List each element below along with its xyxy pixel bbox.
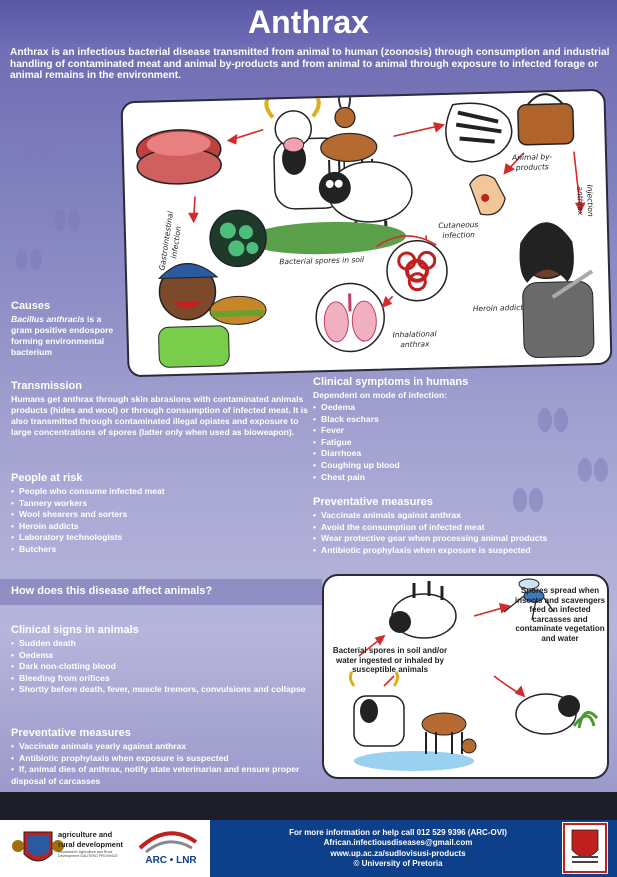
lungs-icon [315, 283, 385, 353]
list-item: • Butchers [11, 544, 311, 556]
page-title: Anthrax [248, 4, 369, 40]
list-item: • Vaccinate animals yearly against anthrax [11, 741, 311, 753]
label-cutaneous: Cutaneous infection [438, 220, 479, 240]
list-item: • Diarrhoea [313, 448, 603, 460]
copyright: © University of Pretoria [353, 859, 443, 869]
list-item: • Antibiotic prophylaxis when exposure is suspected [313, 545, 613, 557]
list-item: • Tannery workers [11, 498, 311, 510]
clinical-humans-intro: Dependent on mode of infection: [313, 390, 448, 400]
preventative-humans-heading: Preventative measures [313, 496, 433, 508]
people-at-risk-heading: People at risk [11, 472, 83, 484]
clinical-animals-heading: Clinical signs in animals [11, 624, 139, 636]
zebra-hide-icon [445, 102, 512, 162]
list-item: • Wool shearers and sorters [11, 509, 311, 521]
contact-website[interactable]: www.up.ac.za/sudlovisusi-products [330, 848, 466, 858]
label-heroin-addict: Heroin addict [472, 302, 524, 314]
list-item: • Laboratory technologists [11, 532, 311, 544]
footer-dark-band [0, 792, 617, 820]
list-item: • Chest pain [313, 472, 603, 484]
list-item: • If, animal dies of anthrax, notify state veterinarian and ensure proper disposal of carcasses [11, 764, 311, 787]
list-item: • Oedema [313, 402, 603, 414]
list-item: • Fever [313, 425, 603, 437]
contact-email[interactable]: African.infectiousdiseases@gmail.com [323, 838, 473, 848]
contact-info [248, 828, 548, 870]
list-item: • Shortly before death, fever, muscle tremors, convulsions and collapse [11, 684, 311, 696]
list-item: • Sudden death [11, 638, 311, 650]
preventative-animals-heading: Preventative measures [11, 727, 131, 739]
clinical-humans-heading: Clinical symptoms in humans [313, 376, 469, 388]
list-item: • Bleeding from orifices [11, 673, 311, 685]
preventative-animals-list [11, 741, 311, 787]
causes-heading: Causes [11, 300, 51, 312]
contact-phone: For more information or help call 012 529 9396 (ARC-OVI) [289, 828, 507, 837]
animals-question: How does this disease affect animals? [11, 585, 213, 597]
intro-text: Anthrax is an infectious bacterial disease transmitted from animal to human (zoonosis) through consumption and industrial handling of contaminated meat and animal by-products and from animal to animal through exposure to infected forage or animal remains in the environment. [10, 47, 610, 81]
logo-dept-name: agriculture and rural development [58, 830, 124, 849]
list-item: • Coughing up blood [313, 460, 603, 472]
label-spores-in-soil: Bacterial spores in soil [279, 255, 365, 267]
list-item: • People who consume infected meat [11, 486, 311, 498]
clinical-humans-list [313, 402, 603, 483]
list-item: • Oedema [11, 650, 311, 662]
transmission-text: Humans get anthrax through skin abrasions with contaminated animals products (hides and wool) or through consumption of infected meat. It is also transmitted through contaminated illegal opiates and exposure to large concentrations of spores (latter only when used as bioweapon). [11, 394, 308, 437]
sheep-grazing-icon [516, 694, 597, 734]
list-item: • Fatigue [313, 437, 603, 449]
list-item: • Heroin addicts [11, 521, 311, 533]
human-transmission-diagram [120, 89, 612, 378]
arc-logo-mark [138, 828, 198, 854]
clinical-animals-list [11, 638, 311, 696]
list-item: • Vaccinate animals against anthrax [313, 510, 613, 522]
heroin-addict-icon [519, 221, 595, 358]
causes-description: is a gram positive endospore forming environmental bacterium [11, 314, 114, 357]
animal-transmission-diagram [322, 574, 609, 779]
meat-icon [136, 129, 221, 185]
list-item: • Black eschars [313, 414, 603, 426]
diagram-illustration [123, 91, 611, 375]
preventative-humans-list [313, 510, 613, 556]
label-injection-anthrax: Injection anthrax [575, 184, 596, 217]
leather-bag-icon [517, 94, 573, 145]
label-spores-ingested: Bacterial spores in soil and/or water ingested or inhaled by susceptible animals [332, 646, 448, 674]
causes-text [11, 314, 116, 358]
label-spores-spread: Spores spread when insects and scavengers feed on infected carcasses and contaminate vegetation and water [514, 586, 606, 643]
list-item: • Dark non-clotting blood [11, 661, 311, 673]
hand-icon [470, 174, 506, 215]
biohazard-icon [386, 240, 448, 302]
university-pretoria-logo [562, 822, 608, 874]
list-item: • Antibiotic prophylaxis when exposure is suspected [11, 753, 311, 765]
list-item: • Wear protective gear when processing animal products [313, 533, 613, 545]
antelope-drinking-icon [422, 713, 476, 754]
arc-logo-text: ARC • LNR [145, 855, 197, 866]
list-item: • Avoid the consumption of infected meat [313, 522, 613, 534]
dead-sheep-icon [389, 581, 456, 638]
causes-organism: Bacillus anthracis [11, 314, 85, 324]
people-at-risk-list [11, 486, 311, 556]
label-gastrointestinal: Gastrointestinal infection [157, 210, 183, 272]
label-inhalational: Inhalational anthrax [392, 329, 437, 349]
label-animal-by-products: Animal by-products [511, 152, 553, 172]
transmission-heading: Transmission [11, 380, 82, 392]
spores-icon [209, 210, 266, 267]
logo-dept-sub: Department: Agriculture and Rural Development GAUTENG PROVINCE [58, 850, 118, 859]
